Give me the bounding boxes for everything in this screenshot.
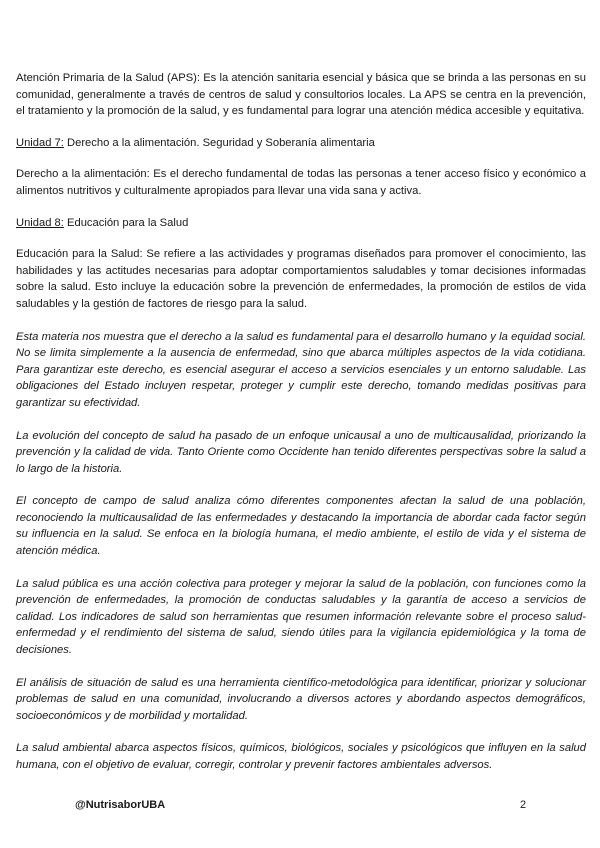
spacer — [16, 151, 586, 166]
unit7-paragraph: Derecho a la alimentación: Es el derecho fundamental de todas las personas a tener acceso físico y económico a alimentos nutritivos y culturalmente apropiados para llevar una vida sana y activa. — [16, 168, 586, 197]
summary-paragraph-evolucion: La evolución del concepto de salud ha pasado de un enfoque unicausal a uno de multicausalidad, priorizando la prevención y la calidad de vida. Tanto Oriente como Occidente han tenido diferentes perspectivas sobre la salud a lo largo de la historia. — [16, 429, 586, 475]
spacer — [16, 659, 586, 675]
spacer — [16, 313, 586, 329]
unit7-label: Unidad 7: — [16, 136, 64, 149]
spacer — [16, 231, 586, 246]
spacer — [16, 200, 586, 215]
summary-paragraph-salud-publica: La salud pública es una acción colectiva para proteger y mejorar la salud de la población, con funciones como la prevención de enfermedades, la promoción de conductas saludables y la garantía de acceso a servicios de calidad. Los indicadores de salud son herramientas que resumen información relevante sobre el proceso salud-enfermedad y el rendimiento del sistema de salud, siendo útiles para la vigilancia epidemiológica y la toma de decisiones. — [16, 577, 586, 657]
document-body — [16, 70, 586, 774]
unit8-title: Educación para la Salud — [63, 216, 189, 229]
summary-paragraph-derecho-salud: Esta materia nos muestra que el derecho a la salud es fundamental para el desarrollo humano y la equidad social. No se limita simplemente a la ausencia de enfermedad, sino que abarca múltiples aspectos de la vida cotidiana. Para garantizar este derecho, es esencial asegurar el acceso a servicios esenciales y un entorno saludable. Las obligaciones del Estado incluyen respetar, proteger y cumplir este derecho, tomando medidas positivas para garantizar su efectividad. — [16, 330, 586, 409]
unit8-paragraph: Educación para la Salud: Se refiere a las actividades y programas diseñados para promover el conocimiento, las habilidades y las actitudes necesarias para adoptar comportamientos saludables y tomar decisiones informadas sobre la salud. Esto incluye la educación sobre la prevención de enfermedades, la promoción de estilos de vida saludables y la gestión de factores de riesgo para la salud. — [16, 248, 586, 310]
summary-paragraph-salud-ambiental: La salud ambiental abarca aspectos físicos, químicos, biológicos, sociales y psicológicos que influyen en la salud humana, con el objetivo de evaluar, corregir, controlar y prevenir factores ambientales adversos. — [16, 742, 586, 771]
spacer — [16, 724, 586, 740]
footer-brand: @NutrisaborUBA — [75, 799, 166, 811]
spacer — [16, 120, 586, 135]
unit7-heading — [16, 135, 586, 152]
summary-paragraph-asis: El análisis de situación de salud es una herramienta científico-metodológica para identificar, priorizar y solucionar problemas de salud en una comunidad, involucrando a diversos actores y abordando aspectos demográficos, socioeconómicos y de morbilidad y mortalidad. — [16, 676, 586, 722]
spacer — [16, 477, 586, 493]
unit8-heading — [16, 215, 586, 232]
summary-paragraph-campo-salud: El concepto de campo de salud analiza cómo diferentes componentes afectan la salud de una población, reconociendo la multicausalidad de las enfermedades y destacando la importancia de abordar cada factor según su influencia en la salud. Se enfoca en la biología humana, el medio ambiente, el estilo de vida y el sistema de atención médica. — [16, 495, 586, 558]
unit8-label: Unidad 8: — [16, 216, 64, 229]
aps-paragraph: Atención Primaria de la Salud (APS): Es la atención sanitaria esencial y básica que se brinda a las personas en su comunidad, generalmente a través de centros de salud y consultorios locales. La APS se centra en la prevención, el tratamiento y la promoción de la salud, y es fundamental para lograr una atención médica accesible y equitativa. — [16, 72, 586, 118]
page-number: 2 — [520, 799, 527, 811]
page-footer — [0, 799, 600, 815]
spacer — [16, 412, 586, 428]
spacer — [16, 560, 586, 576]
unit7-title: Derecho a la alimentación. Seguridad y Soberanía alimentaria — [63, 136, 375, 149]
